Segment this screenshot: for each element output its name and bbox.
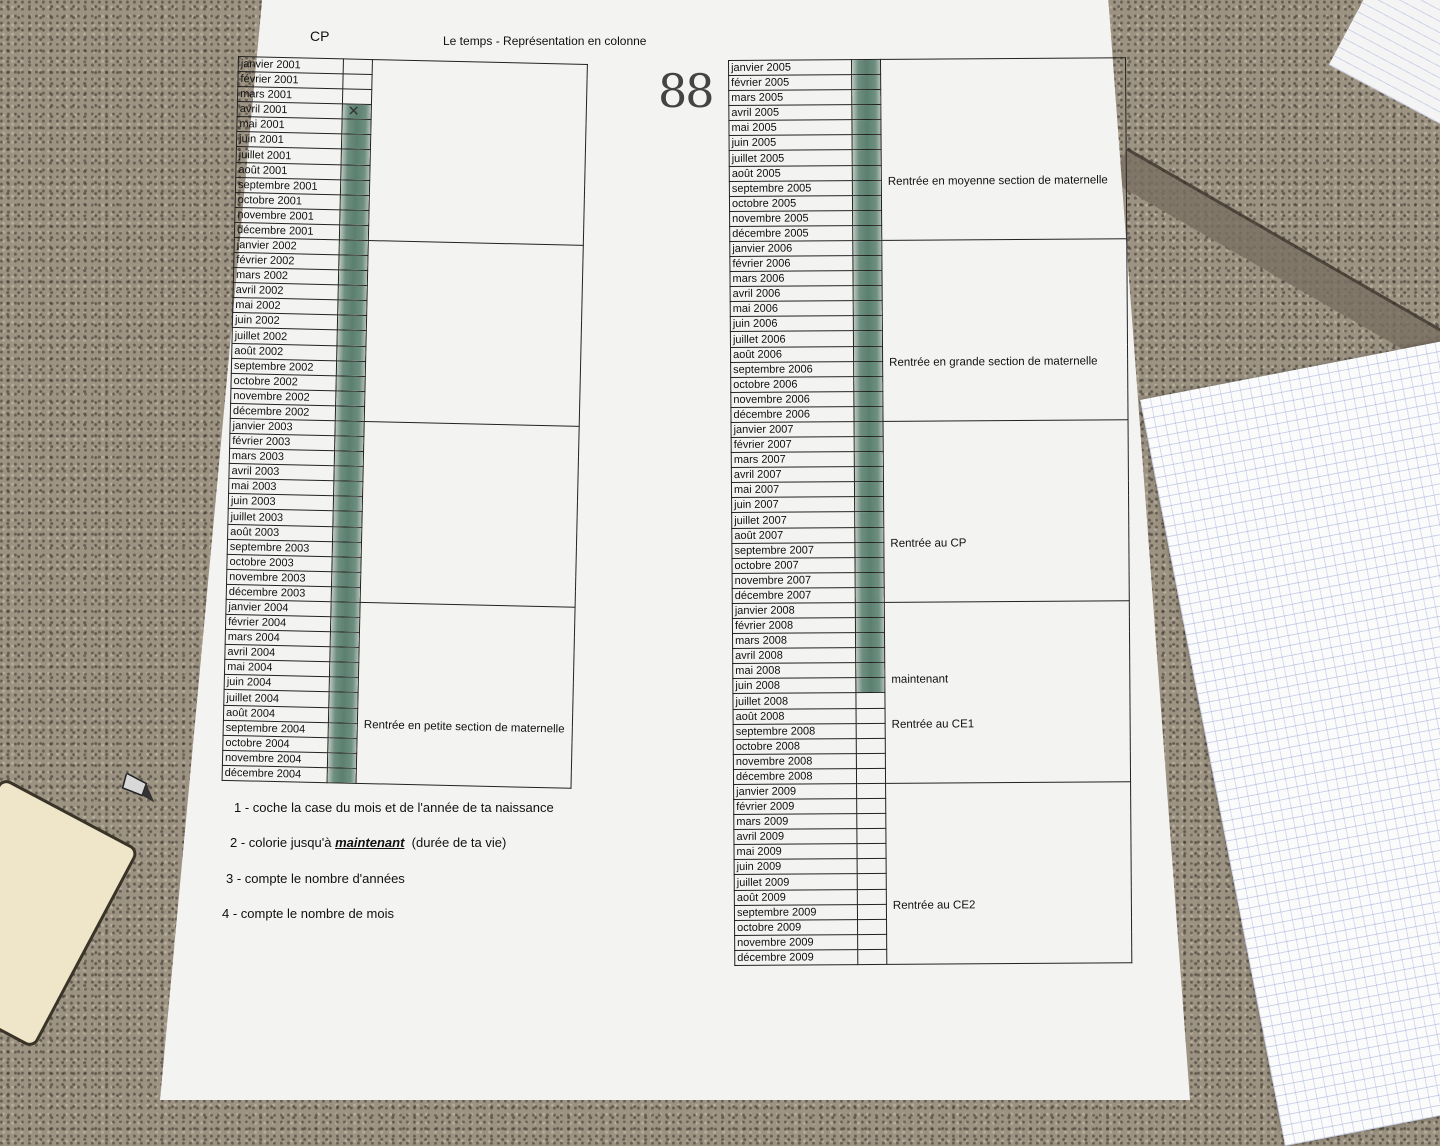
month-label: mai 2002 — [233, 298, 338, 315]
month-label: février 2003 — [230, 433, 335, 450]
month-label: avril 2009 — [734, 829, 857, 845]
event-note: Rentrée en moyenne section de maternelle — [888, 174, 1108, 188]
month-label: juin 2008 — [733, 678, 856, 694]
month-checkbox[interactable] — [853, 240, 882, 255]
month-label: mai 2004 — [224, 660, 329, 677]
month-label: mars 2001 — [237, 87, 342, 104]
month-label: janvier 2002 — [234, 237, 339, 254]
month-checkbox[interactable] — [335, 436, 364, 452]
month-checkbox[interactable] — [858, 949, 887, 964]
month-label: janvier 2006 — [730, 241, 853, 257]
background-sheet — [1329, 0, 1440, 140]
instruction-2-suffix: (durée de ta vie) — [404, 835, 506, 850]
month-label: février 2008 — [732, 618, 855, 634]
month-checkbox[interactable] — [340, 179, 369, 195]
month-checkbox[interactable] — [857, 904, 886, 919]
month-label: août 2001 — [236, 162, 341, 179]
month-label: août 2002 — [232, 343, 337, 360]
month-label: juin 2004 — [224, 675, 329, 692]
month-label: novembre 2006 — [731, 391, 854, 407]
year-notes-cell — [880, 58, 1126, 241]
month-label: janvier 2007 — [731, 422, 854, 438]
month-label: août 2004 — [223, 705, 328, 722]
month-checkbox[interactable] — [857, 798, 886, 813]
month-checkbox[interactable] — [333, 526, 362, 542]
month-checkbox[interactable] — [327, 752, 356, 768]
month-checkbox[interactable] — [857, 829, 886, 844]
month-checkbox[interactable] — [852, 195, 881, 210]
birth-check-mark: ✕ — [348, 105, 360, 117]
month-checkbox[interactable] — [856, 648, 885, 663]
instruction-3: 3 - compte le nombre d'années — [226, 871, 405, 886]
month-label: avril 2006 — [730, 286, 853, 302]
notebook-corner — [0, 777, 140, 1050]
month-checkbox[interactable] — [857, 844, 886, 859]
month-checkbox[interactable] — [854, 361, 883, 376]
year-notes-cell — [364, 241, 583, 427]
month-checkbox[interactable] — [854, 437, 883, 452]
month-label: septembre 2008 — [733, 723, 856, 739]
left-timeline-column — [222, 56, 588, 789]
month-checkbox[interactable] — [335, 406, 364, 422]
month-label: août 2006 — [731, 346, 854, 362]
month-checkbox[interactable] — [853, 331, 882, 346]
month-checkbox[interactable] — [853, 286, 882, 301]
month-label: novembre 2003 — [227, 569, 332, 586]
month-checkbox[interactable] — [339, 255, 368, 271]
month-label: mai 2003 — [229, 479, 334, 496]
month-checkbox[interactable] — [329, 677, 358, 693]
right-column-table — [728, 57, 1132, 966]
month-checkbox[interactable] — [857, 814, 886, 829]
month-row — [734, 782, 1131, 800]
year-notes-cell — [883, 420, 1129, 603]
month-label: avril 2004 — [225, 645, 330, 662]
month-label: décembre 2008 — [733, 768, 856, 784]
month-checkbox[interactable] — [854, 346, 883, 361]
month-label: décembre 2009 — [735, 949, 858, 965]
month-checkbox[interactable] — [854, 391, 883, 406]
instruction-1: 1 - coche la case du mois et de l'année de ta naissance — [234, 800, 554, 815]
month-checkbox[interactable] — [340, 210, 369, 226]
event-note: Rentrée au CE2 — [893, 899, 976, 912]
month-checkbox[interactable] — [336, 376, 365, 392]
month-checkbox[interactable] — [856, 693, 885, 708]
month-checkbox[interactable] — [856, 723, 885, 738]
month-row — [731, 420, 1128, 438]
worksheet-title: Le temps - Représentation en colonne — [443, 34, 646, 48]
month-label: octobre 2009 — [735, 919, 858, 935]
month-label: avril 2001 — [237, 102, 342, 119]
month-checkbox[interactable] — [854, 452, 883, 467]
month-checkbox[interactable] — [332, 541, 361, 557]
month-label: octobre 2001 — [235, 192, 340, 209]
month-checkbox[interactable] — [334, 466, 363, 482]
month-checkbox[interactable] — [854, 482, 883, 497]
month-checkbox[interactable] — [852, 165, 881, 180]
month-checkbox[interactable] — [343, 74, 372, 90]
month-label: août 2007 — [732, 527, 855, 543]
month-checkbox[interactable] — [856, 768, 885, 783]
month-label: février 2009 — [734, 799, 857, 815]
year-notes-cell — [882, 239, 1128, 422]
month-checkbox[interactable] — [855, 557, 884, 572]
month-label: novembre 2002 — [231, 388, 336, 405]
month-label: novembre 2004 — [222, 750, 327, 767]
month-label: mai 2007 — [731, 482, 854, 498]
month-label: mars 2003 — [229, 449, 334, 466]
month-checkbox[interactable] — [337, 330, 366, 346]
month-label: juillet 2002 — [232, 328, 337, 345]
month-label: décembre 2007 — [732, 587, 855, 603]
month-checkbox[interactable] — [329, 692, 358, 708]
month-checkbox[interactable] — [853, 271, 882, 286]
month-checkbox[interactable] — [341, 164, 370, 180]
month-label: juillet 2001 — [236, 147, 341, 164]
month-label: mars 2008 — [733, 633, 856, 649]
month-checkbox[interactable] — [331, 602, 360, 618]
month-checkbox[interactable] — [853, 316, 882, 331]
month-checkbox[interactable] — [330, 632, 359, 648]
month-label: septembre 2009 — [734, 904, 857, 920]
month-checkbox[interactable] — [852, 135, 881, 150]
month-label: novembre 2001 — [235, 207, 340, 224]
month-checkbox[interactable] — [852, 59, 881, 74]
month-label: novembre 2007 — [732, 572, 855, 588]
month-checkbox[interactable] — [332, 556, 361, 572]
month-checkbox[interactable] — [327, 768, 356, 784]
month-label: juillet 2005 — [729, 150, 852, 166]
month-checkbox[interactable] — [856, 753, 885, 768]
month-checkbox[interactable] — [328, 722, 357, 738]
month-row — [730, 239, 1127, 257]
left-column-table — [222, 56, 588, 789]
event-note: Rentrée au CE1 — [892, 718, 975, 731]
month-label: octobre 2005 — [729, 195, 852, 211]
month-checkbox[interactable] — [328, 737, 357, 753]
class-label: CP — [310, 28, 329, 44]
month-checkbox[interactable] — [856, 738, 885, 753]
month-label: décembre 2006 — [731, 406, 854, 422]
month-label: juin 2006 — [730, 316, 853, 332]
month-checkbox[interactable] — [854, 421, 883, 436]
month-label: mars 2007 — [731, 452, 854, 468]
month-label: janvier 2001 — [238, 57, 343, 74]
month-label: septembre 2004 — [223, 720, 328, 737]
month-label: juillet 2008 — [733, 693, 856, 709]
instruction-4: 4 - compte le nombre de mois — [222, 906, 394, 921]
month-checkbox[interactable] — [858, 934, 887, 949]
month-label: septembre 2007 — [732, 542, 855, 558]
month-checkbox[interactable] — [852, 120, 881, 135]
month-label: avril 2007 — [731, 467, 854, 483]
month-label: février 2006 — [730, 256, 853, 272]
month-label: janvier 2003 — [230, 418, 335, 435]
month-row — [729, 58, 1126, 76]
month-checkbox[interactable] — [328, 707, 357, 723]
month-checkbox[interactable] — [342, 104, 371, 120]
month-checkbox[interactable] — [340, 195, 369, 211]
year-notes-cell — [886, 782, 1132, 965]
month-label: mai 2006 — [730, 301, 853, 317]
month-label: janvier 2004 — [226, 599, 331, 616]
month-checkbox[interactable] — [331, 587, 360, 603]
month-label: juillet 2006 — [730, 331, 853, 347]
month-checkbox[interactable] — [855, 497, 884, 512]
month-label: décembre 2001 — [234, 222, 339, 240]
month-checkbox[interactable] — [852, 180, 881, 195]
month-label: décembre 2004 — [222, 765, 327, 783]
month-checkbox[interactable] — [853, 301, 882, 316]
month-label: octobre 2006 — [731, 376, 854, 392]
month-label: septembre 2003 — [227, 539, 332, 556]
month-checkbox[interactable] — [337, 315, 366, 331]
month-checkbox[interactable] — [855, 572, 884, 587]
month-checkbox[interactable] — [856, 678, 885, 693]
event-note: Rentrée au CP — [890, 537, 966, 550]
month-checkbox[interactable] — [338, 270, 367, 286]
month-checkbox[interactable] — [856, 708, 885, 723]
month-checkbox[interactable] — [857, 874, 886, 889]
month-label: septembre 2006 — [731, 361, 854, 377]
month-checkbox[interactable] — [857, 859, 886, 874]
month-label: mai 2008 — [733, 663, 856, 679]
month-label: août 2008 — [733, 708, 856, 724]
right-timeline-column — [728, 57, 1132, 966]
month-checkbox[interactable] — [855, 542, 884, 557]
month-label: décembre 2005 — [730, 225, 853, 241]
month-label: mars 2004 — [225, 630, 330, 647]
month-checkbox[interactable] — [338, 300, 367, 316]
month-label: février 2007 — [731, 437, 854, 453]
month-label: décembre 2003 — [226, 584, 331, 602]
month-checkbox[interactable] — [338, 285, 367, 301]
month-checkbox[interactable] — [334, 481, 363, 497]
month-checkbox[interactable] — [341, 149, 370, 165]
month-label: novembre 2005 — [730, 210, 853, 226]
year-notes-cell — [368, 60, 587, 246]
event-note: maintenant — [891, 673, 948, 685]
month-label: août 2005 — [729, 165, 852, 181]
year-notes-cell — [356, 602, 575, 788]
year-notes-cell — [360, 421, 579, 607]
month-checkbox[interactable] — [856, 663, 885, 678]
month-checkbox[interactable] — [857, 783, 886, 798]
month-label: mars 2006 — [730, 271, 853, 287]
month-checkbox[interactable] — [858, 919, 887, 934]
month-checkbox[interactable] — [334, 451, 363, 467]
month-label: avril 2003 — [229, 464, 334, 481]
month-checkbox[interactable] — [337, 345, 366, 361]
month-checkbox[interactable] — [329, 662, 358, 678]
instruction-2 — [230, 835, 506, 850]
month-label: février 2005 — [729, 75, 852, 91]
month-checkbox[interactable] — [852, 75, 881, 90]
month-label: septembre 2005 — [729, 180, 852, 196]
month-label: juin 2002 — [232, 313, 337, 330]
month-label: février 2004 — [225, 614, 330, 631]
month-checkbox[interactable] — [333, 511, 362, 527]
month-label: avril 2008 — [733, 648, 856, 664]
month-checkbox[interactable] — [342, 119, 371, 135]
month-label: juillet 2003 — [228, 509, 333, 526]
month-label: août 2009 — [734, 889, 857, 905]
month-label: octobre 2003 — [227, 554, 332, 571]
month-checkbox[interactable] — [852, 150, 881, 165]
month-row — [732, 601, 1129, 619]
month-checkbox[interactable] — [855, 602, 884, 617]
month-label: février 2001 — [238, 72, 343, 89]
month-label: juillet 2009 — [734, 874, 857, 890]
month-checkbox[interactable] — [854, 467, 883, 482]
month-checkbox[interactable] — [857, 889, 886, 904]
month-label: octobre 2008 — [733, 738, 856, 754]
month-label: août 2003 — [228, 524, 333, 541]
month-label: janvier 2009 — [734, 784, 857, 800]
month-label: juin 2007 — [732, 497, 855, 513]
month-label: mars 2002 — [233, 268, 338, 285]
month-checkbox[interactable] — [339, 225, 368, 241]
month-label: octobre 2004 — [223, 735, 328, 752]
month-checkbox[interactable] — [331, 572, 360, 588]
month-label: janvier 2008 — [732, 603, 855, 619]
year-notes-cell — [884, 601, 1130, 784]
month-checkbox[interactable] — [854, 406, 883, 421]
instruction-2-prefix: 2 - colorie jusqu'à — [230, 835, 335, 850]
month-checkbox[interactable] — [855, 587, 884, 602]
month-label: octobre 2002 — [231, 373, 336, 390]
pencil-sharpener-icon — [114, 768, 162, 813]
month-checkbox[interactable] — [336, 391, 365, 407]
handwritten-number: 88 — [658, 64, 713, 118]
month-checkbox[interactable] — [853, 256, 882, 271]
month-checkbox[interactable] — [333, 496, 362, 512]
month-label: juin 2005 — [729, 135, 852, 151]
month-label: mars 2005 — [729, 90, 852, 106]
month-checkbox[interactable] — [341, 134, 370, 150]
month-label: juin 2003 — [228, 494, 333, 511]
event-note: Rentrée en petite section de maternelle — [364, 719, 565, 736]
month-checkbox[interactable] — [854, 376, 883, 391]
month-checkbox[interactable] — [336, 360, 365, 376]
instruction-2-emphasis: maintenant — [335, 835, 404, 850]
month-label: juin 2001 — [236, 132, 341, 149]
month-checkbox[interactable] — [339, 240, 368, 256]
month-checkbox[interactable] — [853, 210, 882, 225]
worksheet — [230, 0, 1210, 1000]
month-checkbox[interactable] — [330, 617, 359, 633]
month-label: octobre 2007 — [732, 557, 855, 573]
month-label: mai 2001 — [237, 117, 342, 134]
month-checkbox[interactable] — [853, 225, 882, 240]
month-label: novembre 2009 — [735, 934, 858, 950]
month-checkbox[interactable] — [855, 527, 884, 542]
month-label: septembre 2001 — [235, 177, 340, 194]
month-checkbox[interactable] — [852, 105, 881, 120]
month-label: juillet 2007 — [732, 512, 855, 528]
month-checkbox[interactable] — [855, 512, 884, 527]
month-label: mai 2005 — [729, 120, 852, 136]
month-label: décembre 2002 — [230, 403, 335, 421]
event-note: Rentrée en grande section de maternelle — [889, 355, 1098, 368]
month-label: janvier 2005 — [729, 60, 852, 76]
month-checkbox[interactable] — [856, 633, 885, 648]
month-checkbox[interactable] — [852, 90, 881, 105]
month-label: juin 2009 — [734, 859, 857, 875]
month-label: septembre 2002 — [231, 358, 336, 375]
month-label: février 2002 — [234, 253, 339, 270]
month-label: avril 2005 — [729, 105, 852, 121]
month-label: avril 2002 — [233, 283, 338, 300]
month-checkbox[interactable] — [330, 647, 359, 663]
month-checkbox[interactable] — [343, 59, 372, 75]
month-label: mai 2009 — [734, 844, 857, 860]
month-label: juillet 2004 — [224, 690, 329, 707]
month-label: novembre 2008 — [733, 753, 856, 769]
month-label: mars 2009 — [734, 814, 857, 830]
month-checkbox[interactable] — [855, 617, 884, 632]
month-checkbox[interactable] — [335, 421, 364, 437]
